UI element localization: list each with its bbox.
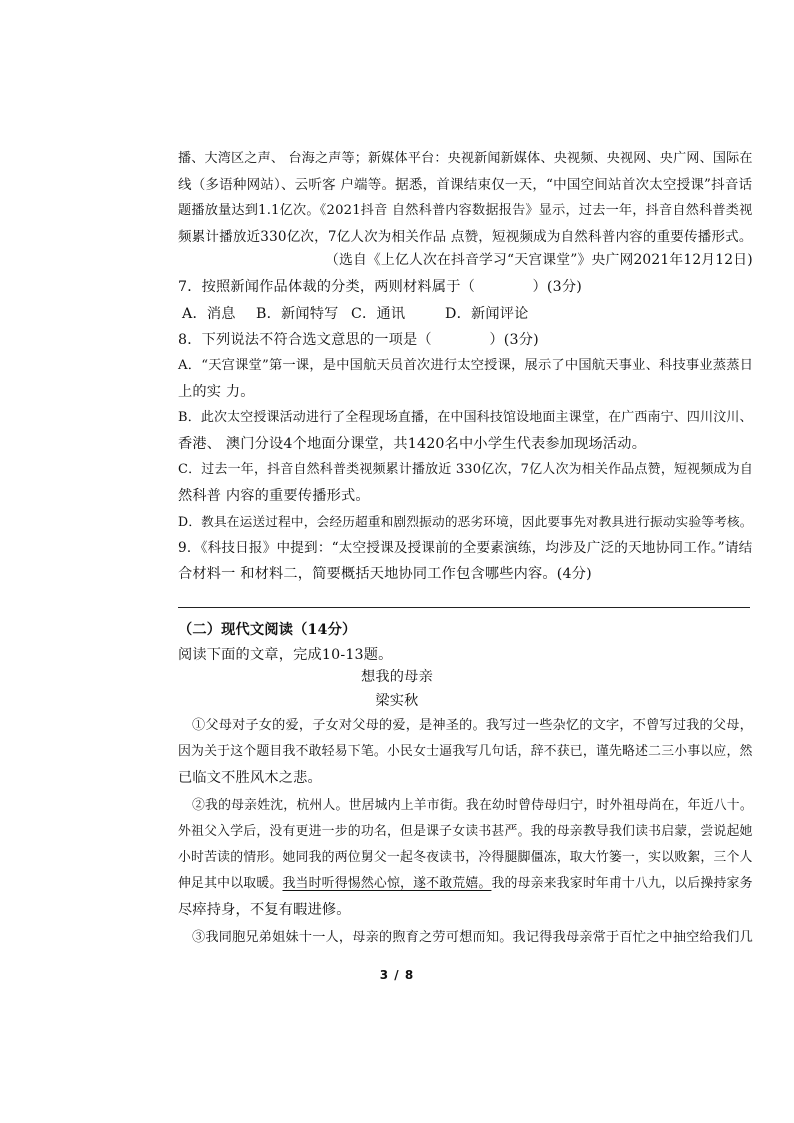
article-p1-line-1: ①父母对子女的爱，子女对父母的爱，是神圣的。我写过一些杂忆的文字，不曾写过我的父母， — [192, 718, 753, 733]
q8-option-b-line-1: B．此次太空授课活动进行了全程现场直播，在中国科技馆设地面主课堂，在广西南宁、四川汶川、 — [178, 410, 753, 425]
article-p2-line-4-post: 我的母亲来我家时年甫十八九，以后操持家务 — [491, 876, 753, 891]
article-p3-line-1: ③我同胞兄弟姐妹十一人，母亲的煦育之劳可想而知。我记得我母亲常于百忙之中抽空给我们几 — [192, 930, 753, 945]
article-p2-line-5: 尽瘁持身，不复有暇进修。 — [178, 902, 351, 918]
section2-heading: （二）现代文阅读（14分） — [178, 622, 357, 638]
article-p2-line-3: 小时苦读的情形。她同我的两位舅父一起冬夜读书，冷得腿脚僵冻，取大竹篓一，实以败絮，三个人 — [178, 850, 753, 865]
q7-option-b: B．新闻特写 — [256, 306, 339, 322]
section-divider — [178, 607, 750, 608]
material-line-1: 播、大湾区之声、 台海之声等；新媒体平台：央视新闻新媒体、央视频、央视网、央广网、国际在 — [178, 151, 753, 166]
q7-option-c: C．通讯 — [351, 306, 406, 322]
q9-line-2: 合材料一 和材料二，简要概括天地协同工作包含哪些内容。(4分) — [178, 566, 592, 582]
material-source: （选自《上亿人次在抖音学习“天宫课堂”》央广网2021年12月12日) — [325, 252, 753, 268]
material-line-2: 线（多语种网站）、云听客 户端等。据悉，首课结束仅一天，“中国空间站首次太空授课”抖音话 — [178, 177, 753, 193]
article-p1-line-3: 已临文不胜风木之悲。 — [178, 770, 322, 786]
article-author: 梁实秋 — [375, 693, 419, 709]
article-p1-line-2: 因为关于这个题目我不敢轻易下笔。小民女士逼我写几句话，辞不获已，谨先略述二三小事以应，然 — [178, 744, 753, 759]
q8-option-b-line-2: 香港、 澳门分设4个地面分课堂，共1420名中小学生代表参加现场活动。 — [178, 436, 647, 452]
article-p2-line-1: ②我的母亲姓沈，杭州人。世居城内上羊市街。我在幼时曾侍母归宁，时外祖母尚在，年近八十。 — [192, 798, 753, 813]
article-p2-line-4 — [178, 874, 753, 894]
article-p2-line-2: 外祖父入学后，没有更进一步的功名，但是课子女读书甚严。我的母亲教导我们读书启蒙，尝说起她 — [178, 824, 753, 839]
q8-option-c-line-2: 然科普 内容的重要传播形式。 — [178, 488, 370, 504]
q9-line-1: 9．《科技日报》中提到：“太空授课及授课前的全要素演练，均涉及广泛的天地协同工作。”请结 — [178, 540, 753, 556]
q7-option-d: D．新闻评论 — [445, 306, 529, 322]
q8-stem: 8．下列说法不符合选文意思的一项是（ ）(3分) — [178, 332, 539, 348]
q8-option-a-line-2: 上的实 力。 — [178, 384, 255, 400]
material-line-4: 频累计播放近330亿次，7亿人次为相关作品 点赞，短视频成为自然科普内容的重要传播形式。 — [178, 229, 753, 245]
q7-options — [182, 304, 529, 324]
q8-option-d: D．教具在运送过程中，会经历超重和剧烈振动的恶劣环境，因此要事先对教具进行振动实验等考核。 — [178, 514, 753, 529]
q8-option-c-line-1: C．过去一年，抖音自然科普类视频累计播放近 330亿次，7亿人次为相关作品点赞，短视频成为自 — [178, 462, 754, 477]
page-number: 3 / 8 — [379, 968, 415, 982]
article-p2-line-4-pre: 伸足其中以取暖。 — [178, 876, 283, 891]
article-underlined-sentence: 我当时听得惕然心惊，遂不敢荒嬉。 — [282, 876, 492, 891]
section2-instruction: 阅读下面的文章，完成10-13题。 — [178, 647, 393, 663]
q8-option-a-line-1: A．“天宫课堂”第一课，是中国航天员首次进行太空授课，展示了中国航天事业、科技事业蒸蒸日 — [178, 358, 754, 373]
article-title: 想我的母亲 — [361, 669, 433, 685]
q7-stem: 7．按照新闻作品体裁的分类，两则材料属于（ ）(3分) — [178, 279, 583, 295]
material-line-3: 题播放量达到1.1亿次。《2021抖音 自然科普内容数据报告》显示，过去一年，抖音自然科普类视 — [178, 203, 753, 218]
q7-option-a: A．消息 — [182, 306, 236, 322]
